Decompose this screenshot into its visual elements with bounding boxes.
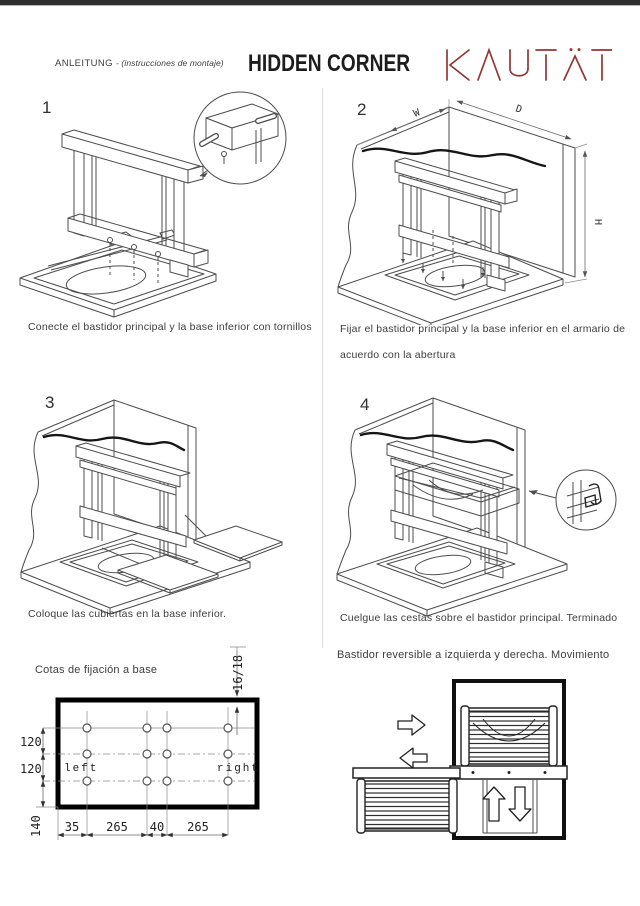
manual-heading — [55, 58, 224, 69]
left-label: left — [64, 763, 99, 775]
left-arrow-icon — [400, 748, 427, 768]
step-3-number: 3 — [45, 393, 55, 412]
step-3-caption: Coloque las cubiertas en la base inferior. — [28, 608, 227, 620]
dim-label-depth: D — [514, 103, 524, 116]
step-4-drawing — [333, 390, 628, 620]
dim-label-height: H — [592, 219, 603, 226]
front-rail — [450, 766, 567, 779]
dim-120-bottom: 120 — [20, 762, 42, 776]
dim-265-left: 265 — [106, 820, 128, 834]
horizontal-dimensions — [58, 820, 228, 835]
dim-35: 35 — [64, 820, 80, 834]
swing-arrows — [398, 715, 427, 768]
dim-40: 40 — [149, 820, 165, 834]
right-arrow-icon — [398, 715, 425, 735]
logo-umlaut-dots — [570, 48, 581, 51]
screw-holes — [83, 724, 232, 785]
movement-diagram — [333, 665, 628, 865]
step-2-caption: Fijar el bastidor principal y la base inferior en el armario de acuerdo con la abertura — [340, 323, 626, 361]
cabinet — [338, 107, 575, 325]
dim-16-18: 16/18 — [231, 654, 245, 691]
cabinet — [21, 400, 250, 614]
right-label: right — [217, 763, 261, 775]
fixing-diagram-title: Cotas de fijación a base — [35, 664, 158, 676]
anleitung-label: ANLEITUNG — [55, 58, 113, 69]
column-divider — [322, 88, 323, 648]
dim-120-top: 120 — [20, 735, 42, 749]
kautat-logo — [444, 47, 612, 83]
step-1-drawing — [18, 90, 310, 320]
step-3-drawing — [18, 390, 313, 615]
step-4-caption: Cuelgue las cestas sobre el bastidor principal. Terminado — [340, 612, 618, 624]
extended-basket — [353, 768, 460, 833]
thickness-dimension — [230, 647, 246, 735]
basket-inside — [461, 706, 557, 766]
callout-detail-circle — [529, 470, 616, 530]
dim-label-width: W — [412, 107, 422, 120]
vertical-dimensions — [20, 728, 43, 837]
callout-detail-circle — [194, 92, 286, 184]
step-2-drawing — [333, 95, 628, 325]
page-title: HIDDEN CORNER — [248, 50, 411, 77]
step-2-number: 2 — [357, 100, 367, 119]
fixing-dimensions-diagram — [18, 645, 318, 860]
anleitung-subtitle: - (instrucciones de montaje) — [116, 58, 224, 68]
logo-letters — [447, 50, 612, 80]
step-1-caption: Conecte el bastidor principal y la base inferior con tornillos — [28, 321, 312, 333]
dim-140: 140 — [29, 815, 43, 837]
dim-265-right: 265 — [187, 820, 209, 834]
page-top-edge — [0, 0, 640, 6]
step-4-number: 4 — [360, 395, 370, 414]
movement-diagram-title: Bastidor reversible a izquierda y derecha. Movimiento — [337, 649, 610, 661]
step-1-number: 1 — [42, 98, 52, 117]
